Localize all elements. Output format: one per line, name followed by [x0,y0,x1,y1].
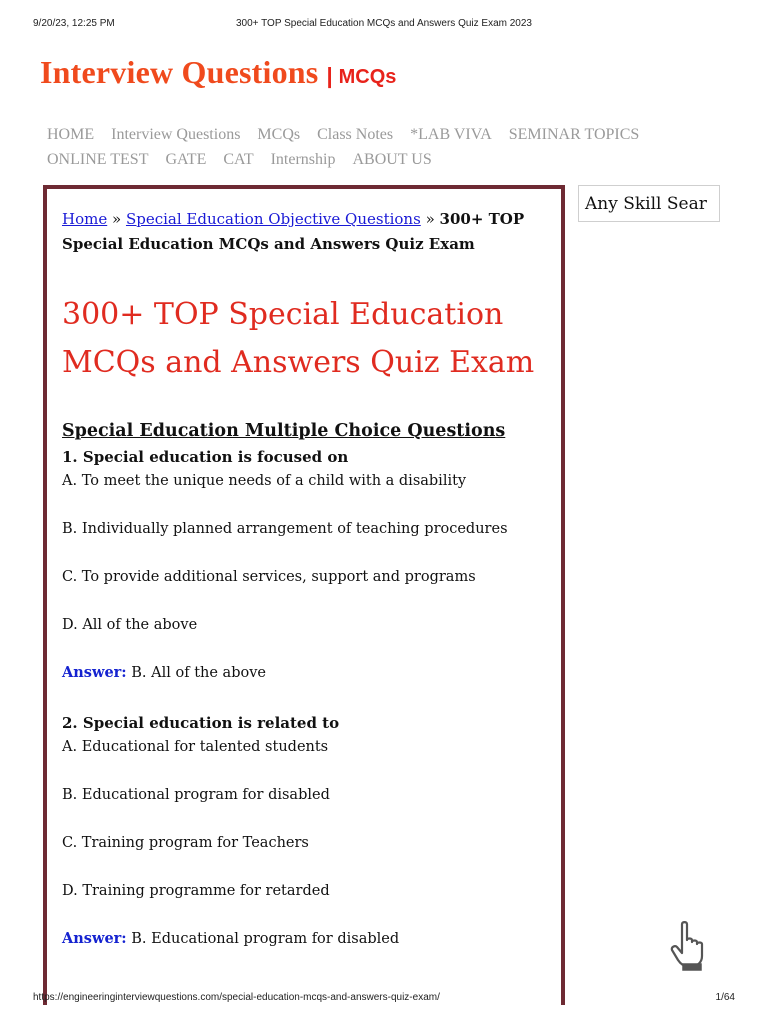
logo-separator: | [326,63,333,88]
breadcrumb-home-link[interactable]: Home [62,210,108,228]
answer-line [62,661,557,685]
nav-item-class-notes[interactable]: Class Notes [317,126,394,143]
answer-text: B. Educational program for disabled [131,931,400,947]
answer-label: Answer: [62,664,127,681]
page-number: 1/64 [715,992,735,1003]
nav-item-online-test[interactable]: ONLINE TEST [47,151,149,168]
breadcrumb-current: 300+ TOP Special Education MCQs and Answers Quiz Exam [62,210,525,253]
answer-label: Answer: [62,930,127,947]
nav-item-seminar-topics[interactable]: SEMINAR TOPICS [508,126,640,143]
question-block-2 [62,711,557,951]
print-url: https://engineeringinterviewquestions.com/special-education-mcqs-and-answers-quiz-exam/ [33,992,440,1003]
print-footer [0,992,768,1006]
question-block-1 [62,445,557,685]
option-b: B. Educational program for disabled [62,787,330,803]
site-logo[interactable] [40,54,396,91]
option-a: A. To meet the unique needs of a child with a disability [62,473,467,489]
nav-item-about-us[interactable]: ABOUT US [352,151,432,168]
option-d: D. Training programme for retarded [62,883,330,899]
breadcrumb [62,207,557,257]
search-input[interactable]: Any Skill Sear [578,185,720,222]
print-header [0,18,768,32]
section-heading: Special Education Multiple Choice Questions [62,421,506,441]
answer-line [62,927,557,951]
option-c: C. To provide additional services, support and programs [62,569,476,585]
article-container [43,185,565,1005]
main-nav [47,122,687,172]
print-datetime: 9/20/23, 12:25 PM [33,18,115,29]
page-title: 300+ TOP Special Education MCQs and Answers Quiz Exam [62,297,535,380]
option-c: C. Training program for Teachers [62,835,309,851]
logo-suffix[interactable]: MCQs [338,66,397,88]
answer-text: B. All of the above [131,665,266,681]
question-text: 1. Special education is focused on [62,448,349,466]
option-d: D. All of the above [62,617,198,633]
option-b: B. Individually planned arrangement of teaching procedures [62,521,508,537]
nav-item-home[interactable]: HOME [47,126,95,143]
nav-item-gate[interactable]: GATE [165,151,207,168]
nav-item-lab-viva[interactable]: *LAB VIVA [410,126,492,143]
breadcrumb-separator: » [112,210,122,228]
option-a: A. Educational for talented students [62,739,329,755]
nav-item-internship[interactable]: Internship [270,151,336,168]
article-body [62,207,557,951]
print-doc-title: 300+ TOP Special Education MCQs and Answers Quiz Exam 2023 [236,18,532,29]
nav-row-2 [47,147,687,172]
nav-row-1 [47,122,687,147]
nav-item-mcqs[interactable]: MCQs [257,126,301,143]
question-text: 2. Special education is related to [62,714,340,732]
logo-brand[interactable]: Interview Questions [40,54,319,90]
nav-item-cat[interactable]: CAT [223,151,254,168]
pointing-hand-icon[interactable] [668,920,716,972]
breadcrumb-separator: » [425,210,435,228]
nav-item-interview-questions[interactable]: Interview Questions [111,126,241,143]
breadcrumb-category-link[interactable]: Special Education Objective Questions [125,210,421,228]
